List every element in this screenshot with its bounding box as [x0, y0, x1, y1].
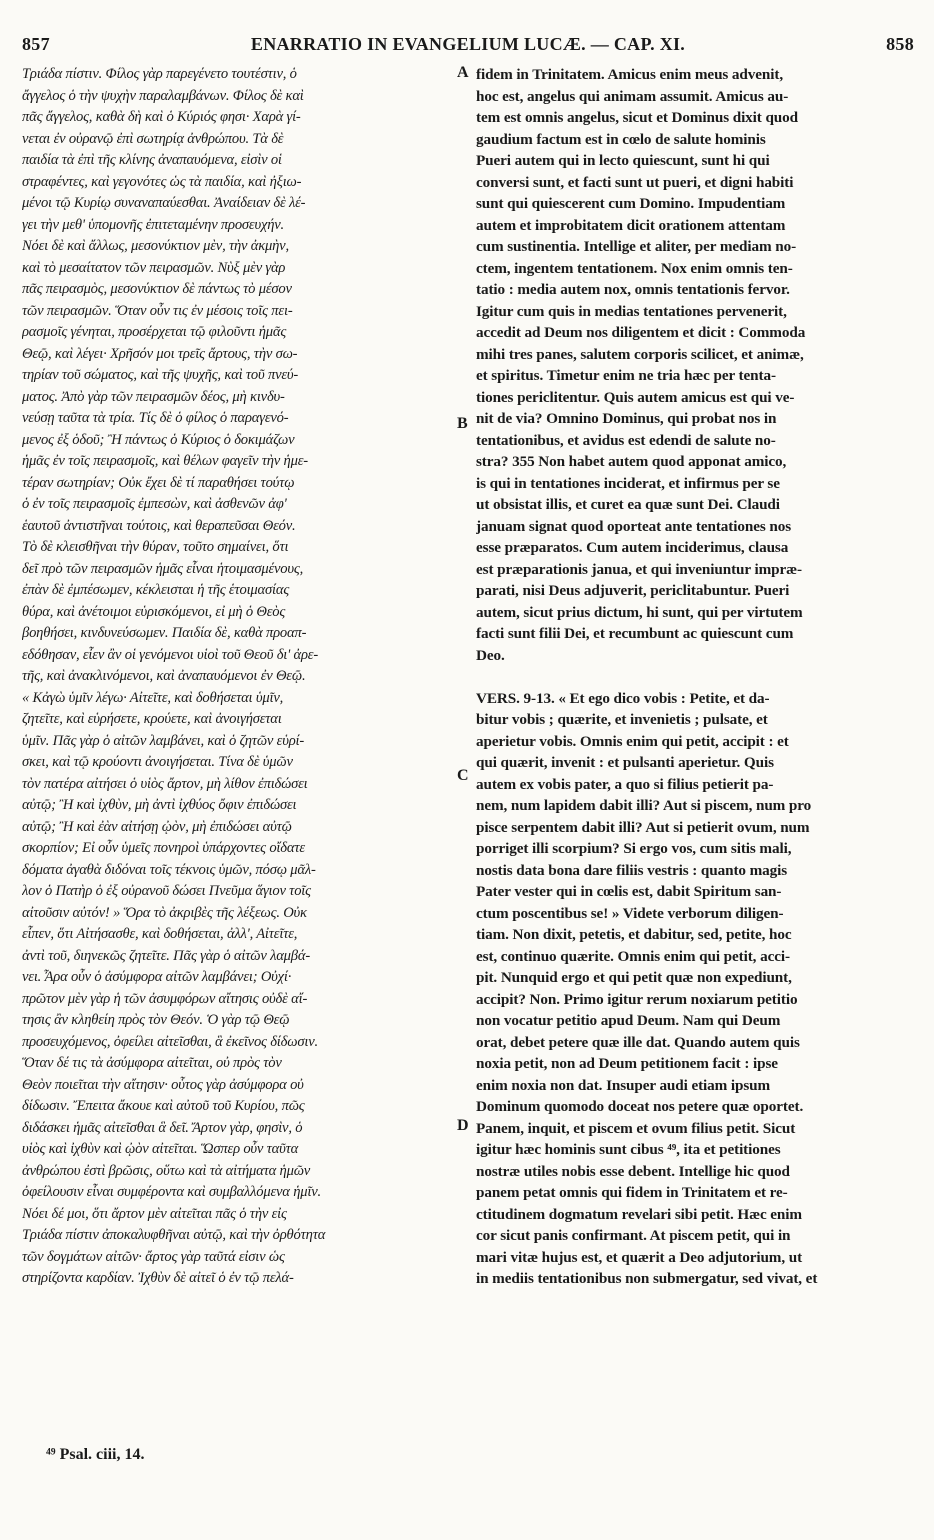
latin-text-line: bitur vobis ; quærite, et invenietis ; pulsate, et	[476, 711, 768, 728]
greek-text-line: μενος ἐξ ὁδοῦ; Ἢ πάντως ὁ Κύριος ὁ δοκιμάζων	[22, 431, 295, 448]
greek-text-line: ὁ ἐν τοῖς πειρασμοῖς ἐμπεσὼν, καὶ ἀσθενῶν ἀφ'	[22, 496, 287, 512]
latin-text-line: stra? 355 Non habet autem quod apponat amico,	[476, 453, 787, 470]
greek-text-line: διδάσκει ἡμᾶς αἰτεῖσθαι ἃ δεῖ. Ἄρτον γὰρ, φησὶν, ὁ	[22, 1119, 303, 1136]
greek-text-line: νεται ἐν οὐρανῷ ἐπὶ σωτηρίᾳ ἀνθρώπου. Τὰ δὲ	[22, 130, 284, 147]
greek-text-line: τὸν πατέρα αἰτήσει ὁ υἱὸς ἄρτον, μὴ λίθον ἐπιδώσει	[22, 775, 308, 792]
greek-text-line: δίδωσιν. Ἔπειτα ἄκουε καὶ αὐτοῦ τοῦ Κυρίου, πῶς	[22, 1098, 305, 1114]
greek-column	[22, 64, 454, 1290]
latin-text-line: mari vitæ hujus est, et quærit a Deo adjutorium, ut	[476, 1248, 803, 1266]
greek-text-line: τηρίαν τοῦ σώματος, καὶ τῆς ψυχῆς, καὶ τοῦ πνεύ-	[22, 367, 299, 383]
latin-text-line: qui quærit, invenit : et pulsanti aperietur. Quis	[476, 754, 774, 771]
greek-text-line: Τὸ δὲ κλεισθῆναι τὴν θύραν, τοῦτο σημαίνει, ὅτι	[22, 539, 289, 555]
latin-text-line: tatio : media autem nox, omnis tentationis fervor.	[476, 281, 790, 298]
footnote: ⁴⁹ Psal. ciii, 14.	[46, 1446, 145, 1463]
greek-text-line: ὑμῖν. Πᾶς γὰρ ὁ αἰτῶν λαμβάνει, καὶ ὁ ζητῶν εὑρί-	[22, 732, 305, 749]
latin-text-line: tiones periclitentur. Quis autem amicus est qui ve-	[476, 388, 795, 406]
greek-text-line: τέραν σωτηρίαν; Οὐκ ἔχει δὲ τί παραθήσει τούτῳ	[22, 474, 295, 491]
greek-text-line: ἀνθρώπου ἐστὶ βρῶσις, οὕτω καὶ τὰ αἰτήματα ἡμῶν	[22, 1162, 311, 1179]
margin-marker-b: B	[457, 415, 468, 432]
greek-text-line: Θεῷ, καὶ λέγει· Χρῆσόν μοι τρεῖς ἄρτους, τὴν σω-	[22, 345, 298, 362]
greek-text-line: λον ὁ Πατὴρ ὁ ἐξ οὐρανοῦ δώσει Πνεῦμα ἅγιον τοῖς	[22, 883, 311, 899]
latin-text-line: igitur hæc hominis sunt cibus ⁴⁹, ita et petitiones	[476, 1141, 781, 1158]
latin-text-line: orat, debet petere quæ ille dat. Quando autem quis	[476, 1033, 800, 1051]
latin-text-line: autem et improbitatem dicit orationem attentam	[476, 216, 786, 234]
latin-text-line: Igitur cum quis in medias tentationes pervenerit,	[476, 302, 787, 320]
margin-marker-a: A	[457, 64, 469, 81]
greek-text-line: αἰτοῦσιν αὐτόν! » Ὅρα τὸ ἀκριβὲς τῆς λέξεως. Οὐκ	[22, 904, 307, 921]
greek-text-line: σκει, καὶ τῷ κρούοντι ἀνοιγήσεται. Τίνα δὲ ὑμῶν	[22, 754, 293, 770]
greek-text-line: Τριάδα πίστιν. Φίλος γὰρ παρεγένετο τουτέστιν, ὁ	[22, 66, 297, 82]
greek-text-line: « Κἀγὼ ὑμῖν λέγω· Αἰτεῖτε, καὶ δοθήσεται ὑμῖν,	[22, 689, 284, 706]
latin-text-line: autem, sicut prius dictum, hi sunt, qui per virtutem	[476, 603, 803, 621]
page-number-right: 858	[886, 34, 914, 54]
latin-text-line: non vocatur petitio apud Deum. Nam qui Deum	[476, 1012, 781, 1029]
latin-text-line: facti sunt filii Dei, et recumbunt ac quiescunt cum	[476, 625, 794, 642]
latin-text-line: mihi tres panes, salutem corporis scilicet, et animæ,	[476, 345, 804, 363]
latin-text-line: et spiritus. Timetur enim ne tria hæc per tenta-	[476, 367, 776, 384]
page-header	[22, 34, 914, 56]
greek-text-line: πρῶτον μὲν γὰρ ἡ τῶν ἀσυμφόρων αἴτησις οὐδὲ αἴ-	[22, 990, 308, 1007]
greek-text-line: τῶν δογμάτων αἰτῶν· ἄρτος γὰρ ταῦτά εἰσιν ὡς	[22, 1248, 285, 1265]
latin-text-line: sunt qui quiescerent cum Domino. Impudentiam	[476, 195, 786, 212]
greek-text-line: Ὅταν δέ τις τὰ ἀσύμφορα αἰτεῖται, οὐ πρὸς τὸν	[22, 1055, 282, 1071]
greek-text-line: πᾶς πειρασμὸς, μεσονύκτιον δὲ πάντως τὸ μέσον	[22, 281, 292, 297]
latin-text-line: gaudium factum est in cœlo de salute hominis	[476, 130, 766, 148]
greek-text-line: καὶ τὸ μεσαίτατον τῶν πειρασμῶν. Νὺξ μὲν γὰρ	[22, 259, 286, 276]
latin-text-line	[476, 666, 914, 688]
running-title: ENARRATIO IN EVANGELIUM LUCÆ. — CAP. XI.	[250, 34, 686, 54]
greek-text-line: Θεὸν ποιεῖται τὴν αἴτησιν· οὗτος γὰρ ἀσύμφορα οὐ	[22, 1076, 304, 1093]
greek-text-line: νεύσῃ ταῦτα τὰ τρία. Τίς δὲ ὁ φίλος ὁ παραγενό-	[22, 410, 289, 426]
latin-text-line: porriget illi scorpium? Si ergo vos, cum sitis mali,	[476, 840, 792, 857]
latin-text-line: ctitudinem dogmatum revelari sibi petit. Hæc enim	[476, 1205, 802, 1223]
latin-text-line: nostræ utiles nobis esse debent. Intellige hic quod	[476, 1162, 790, 1180]
latin-text-line: nem, num lapidem dabit illi? Aut si piscem, num pro	[476, 797, 812, 814]
greek-text-line: ρασμοῖς γένηται, προσέρχεται τῷ φιλοῦντι ἡμᾶς	[22, 324, 287, 340]
latin-text-line: panem petat omnis qui fidem in Trinitatem et re-	[476, 1184, 788, 1201]
latin-text-line: Dominum quomodo doceat nos petere quæ oportet.	[476, 1098, 804, 1115]
latin-text-line: januam signat quod oporteat ante tentationes nos	[476, 517, 792, 535]
latin-text-line: ctem, ingentem tentationem. Nox enim omnis ten-	[476, 259, 793, 277]
latin-text-line: fidem in Trinitatem. Amicus enim meus advenit,	[476, 66, 784, 83]
latin-text-line: ut obsistat illis, et curet ea quæ sunt Dei. Claudi	[476, 496, 780, 513]
greek-text-line: εἶπεν, ὅτι Αἰτήσασθε, καὶ δοθήσεται, ἀλλ', Αἰτεῖτε,	[22, 926, 298, 942]
margin-marker-c: C	[457, 767, 469, 784]
latin-text-line: cor sicut panis confirmant. At piscem petit, qui in	[476, 1227, 791, 1244]
greek-text-line: πᾶς ἄγγελος, καθὰ δὴ καὶ ὁ Κύριός φησι· Χαρὰ γί-	[22, 109, 301, 125]
margin-marker-d: D	[457, 1117, 469, 1134]
latin-text-line: hoc est, angelus qui animam assumit. Amicus au-	[476, 87, 789, 105]
greek-text-line: τῶν πειρασμῶν. Ὅταν οὖν τις ἐν μέσοις τοῖς πει-	[22, 302, 293, 319]
greek-text-line: στηρίζοντα καρδίαν. Ἰχθὺν δὲ αἰτεῖ ὁ ἐν τῷ πελά-	[22, 1270, 294, 1286]
greek-text-line: εδόθησαν, εἶεν ἂν οἱ γενόμενοι υἱοὶ τοῦ Θεοῦ δι' ἀρε-	[22, 646, 319, 663]
greek-text-line: ἄγγελος ὁ τὴν ψυχὴν παραλαμβάνων. Φίλος δὲ καὶ	[22, 87, 304, 104]
latin-text-line: conversi sunt, et facti sunt ut pueri, et digni habiti	[476, 173, 794, 191]
page-number-left: 857	[22, 34, 50, 54]
latin-text-line: pisce serpentem dabit illi? Aut si petierit ovum, num	[476, 818, 810, 836]
greek-text-line: Νόει δὲ καὶ ἄλλως, μεσονύκτιον μὲν, τὴν ἀκμὴν,	[22, 238, 289, 254]
greek-text-line: ὀφείλουσιν εἶναι συμφέροντα καὶ συμβαλλόμενα ἡμῖν.	[22, 1184, 321, 1200]
greek-text-line: ἐπὰν δὲ ἐμπέσωμεν, κέκλεισται ἡ τῆς ἑτοιμασίας	[22, 582, 290, 598]
greek-text-line: γει τὴν μεθ' ὑπομονῆς ἐπιτεταμένην προσευχήν.	[22, 216, 284, 233]
latin-text-line: Panem, inquit, et piscem et ovum filius petit. Sicut	[476, 1119, 796, 1137]
greek-text-line: αὐτῷ; Ἢ καὶ ἐὰν αἰτήσῃ ᾠὸν, μὴ ἐπιδώσει αὐτῷ	[22, 818, 292, 835]
latin-text-line: nostis data bona dare filiis vestris : quanto magis	[476, 861, 788, 879]
latin-text-line: tiam. Non dixit, petetis, et dabitur, sed, petite, hoc	[476, 926, 792, 943]
latin-text-line: noxia petit, non ad Deum petitionem facit : ipse	[476, 1055, 778, 1072]
greek-text-line: ἑαυτοῦ ἀντιστῆναι τούτοις, καὶ θεραπεῦσαι Θεόν.	[22, 517, 296, 534]
greek-text-line: παιδία τὰ ἐπὶ τῆς κλίνης ἀναπαυόμενα, εἰσὶν οἱ	[22, 152, 282, 168]
latin-text-line: nit de via? Omnino Dominus, qui probat nos in	[476, 410, 777, 427]
latin-text-line: parati, nisi Deus adjuverit, periclitabuntur. Pueri	[476, 582, 790, 599]
greek-text-line: θύρα, καὶ ἀνέτοιμοι εὑρισκόμενοι, εἰ μὴ ὁ Θεὸς	[22, 603, 286, 620]
latin-text-line: is qui in tentationes inciderat, et infirmus per se	[476, 474, 780, 492]
latin-text-line: in mediis tentationibus non submergatur, sed vivat, et	[476, 1270, 818, 1287]
greek-text-line: ματος. Ἀπὸ γὰρ τῶν πειρασμῶν δέος, μὴ κινδυ-	[22, 388, 285, 405]
latin-column	[476, 64, 914, 1290]
greek-text-line: ἡμᾶς ἐν τοῖς πειρασμοῖς, καὶ θέλων φαγεῖν τὴν ἡμε-	[22, 453, 308, 469]
latin-text-line: pit. Nunquid ergo et qui petit quæ non expediunt,	[476, 969, 792, 986]
greek-text-line: δόματα ἀγαθὰ διδόναι τοῖς τέκνοις ὑμῶν, πόσῳ μᾶλ-	[22, 861, 316, 878]
latin-text-line: VERS. 9-13. « Et ego dico vobis : Petite, et da-	[476, 689, 770, 707]
greek-text-line: δεῖ πρὸ τῶν πειρασμῶν ἡμᾶς εἶναι ἡτοιμασμένους,	[22, 560, 304, 577]
latin-text-line: cum sustinentia. Intellige et aliter, per mediam no-	[476, 238, 797, 255]
greek-text-line: μένοι τῷ Κυρίῳ συναναπαύεσθαι. Ἀναίδειαν δὲ λέ-	[22, 195, 306, 211]
greek-text-line: Νόει δέ μοι, ὅτι ἄρτον μὲν αἰτεῖται πᾶς ὁ τὴν εἰς	[22, 1205, 287, 1222]
greek-text-line: τῆς, καὶ ἀνακλινόμενοι, καὶ ἀναπαυόμενοι ἐν Θεῷ.	[22, 668, 306, 684]
greek-text-line: αὐτῷ; Ἢ καὶ ἰχθὺν, μὴ ἀντὶ ἰχθύος ὄφιν ἐπιδώσει	[22, 797, 297, 813]
greek-text-line: ζητεῖτε, καὶ εὑρήσετε, κρούετε, καὶ ἀνοιγήσεται	[22, 711, 282, 727]
latin-text-line: accedit ad Deum nos diligentem et dicit : Commoda	[476, 324, 806, 341]
greek-text-line: υἱὸς καὶ ἰχθὺν καὶ ᾠὸν αἰτεῖται. Ὥσπερ οὖν ταῦτα	[22, 1141, 299, 1157]
greek-text-line: τησις ἂν κληθείη πρὸς τὸν Θεόν. Ὁ γὰρ τῷ Θεῷ	[22, 1012, 290, 1028]
latin-text-line: autem ex vobis pater, a quo si filius petierit pa-	[476, 775, 774, 793]
greek-text-line: ἀντὶ τοῦ, διηνεκῶς ζητεῖτε. Πᾶς γὰρ ὁ αἰτῶν λαμβά-	[22, 947, 310, 964]
latin-text-line: est præparationis janua, et qui inveniuntur impræ-	[476, 560, 802, 578]
greek-text-line: στραφέντες, καὶ γεγονότες ὡς τὰ παιδία, καὶ ἠξιω-	[22, 173, 302, 190]
greek-text-line: προσευχόμενος, ὀφείλει αἰτεῖσθαι, ἃ ἐκεῖνος δίδωσιν.	[22, 1033, 318, 1050]
latin-text-line: est, continuo quærite. Omnis enim qui petit, acci-	[476, 947, 790, 965]
latin-text-line: Pater vester qui in cœlis est, dabit Spiritum san-	[476, 883, 782, 900]
latin-text-line: Pueri autem qui in lecto quiescunt, sunt hi qui	[476, 152, 770, 169]
greek-text-line: βοηθήσει, κινδυνεύσωμεν. Παιδία δὲ, καθὰ προαπ-	[22, 625, 307, 641]
greek-text-line: νει. Ἆρα οὖν ὁ ἀσύμφορα αἰτῶν λαμβάνει; Οὐχί·	[22, 969, 292, 985]
latin-text-line: esse præparatos. Cum autem inciderimus, clausa	[476, 539, 789, 556]
latin-text-line: Deo.	[476, 646, 505, 664]
latin-text-line: ctum poscentibus se! » Videte verborum diligen-	[476, 904, 784, 922]
latin-text-line: aperietur vobis. Omnis enim qui petit, accipit : et	[476, 732, 789, 750]
latin-text-line: tem est omnis angelus, sicut et Dominus dixit quod	[476, 109, 798, 126]
latin-text-line: enim noxia non dat. Insuper audi etiam ipsum	[476, 1076, 771, 1094]
greek-text-line: Τριάδα πίστιν ἀποκαλυφθῆναι αὐτῷ, καὶ τὴν ὀρθότητα	[22, 1227, 326, 1243]
latin-text-line: tentationibus, et avidus est edendi de salute no-	[476, 431, 776, 449]
greek-text-line: σκορπίον; Εἰ οὖν ὑμεῖς πονηροὶ ὑπάρχοντες οἴδατε	[22, 840, 305, 856]
latin-text-line: accipit? Non. Primo igitur rerum noxiarum petitio	[476, 990, 798, 1008]
